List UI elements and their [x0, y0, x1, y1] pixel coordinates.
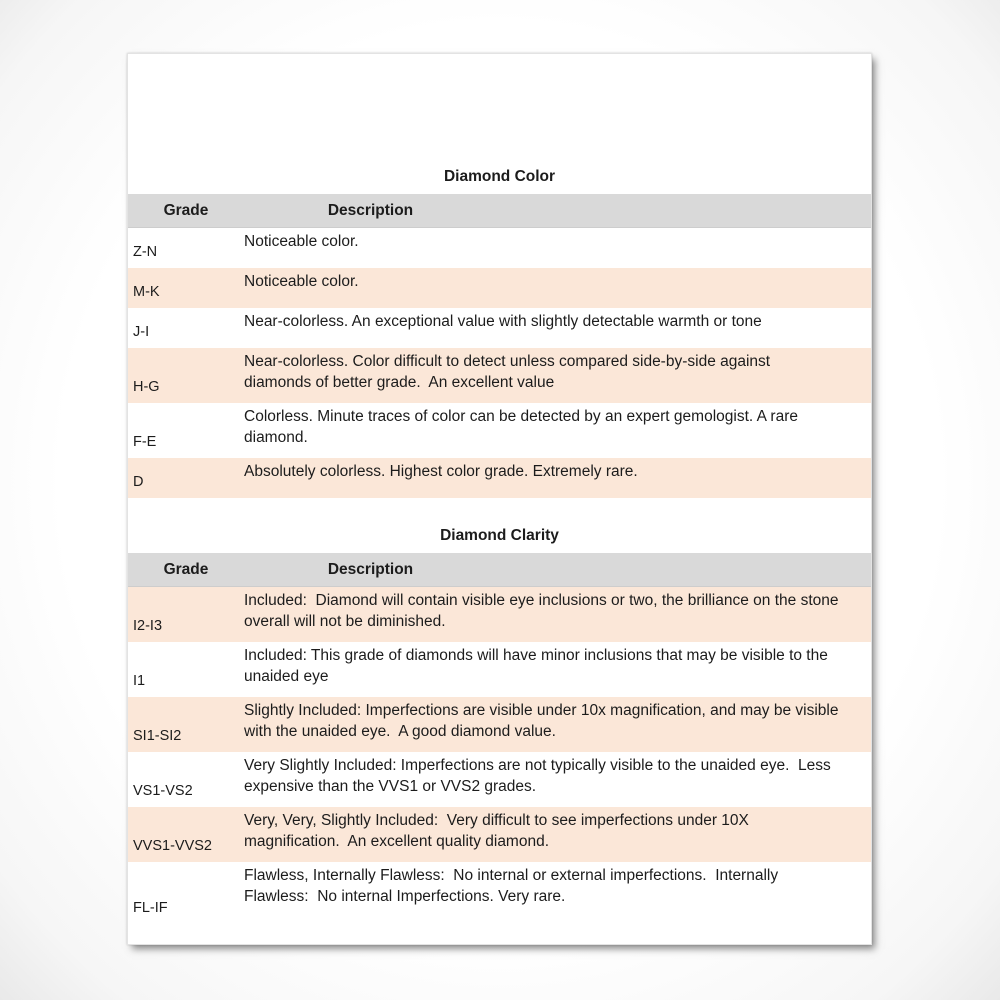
description-cell: Noticeable color.: [244, 233, 359, 250]
grade-cell: F-E: [133, 434, 157, 450]
description-cell: Included: Diamond will contain visible eye inclusions or two, the brilliance on the stone overall will not be diminished.: [244, 592, 843, 630]
table-header-row: [128, 553, 871, 587]
table-row: [128, 403, 871, 458]
description-cell: Noticeable color.: [244, 273, 359, 290]
table-row: [128, 642, 871, 697]
description-cell: Colorless. Minute traces of color can be detected by an expert gemologist. A rare diamond.: [244, 408, 803, 446]
column-header-description: Description: [327, 201, 414, 219]
table-title-diamond-color: Diamond Color: [443, 168, 556, 185]
table-row: [128, 587, 871, 642]
description-cell: Near-colorless. Color difficult to detect unless compared side-by-side against diamonds of better grade. An excellent value: [244, 353, 775, 391]
table-row: [128, 348, 871, 403]
grade-cell: VVS1-VVS2: [133, 838, 212, 854]
table-row: [128, 807, 871, 862]
table-row: [128, 458, 871, 498]
grade-cell: I2-I3: [133, 618, 163, 634]
grade-cell: VS1-VS2: [133, 783, 193, 799]
column-header-grade: Grade: [163, 560, 209, 578]
table-row: [128, 752, 871, 807]
grade-cell: H-G: [133, 379, 160, 395]
table-header-row: [128, 194, 871, 228]
table-row: [128, 228, 871, 268]
description-cell: Absolutely colorless. Highest color grade. Extremely rare.: [244, 463, 638, 480]
description-cell: Very Slightly Included: Imperfections are not typically visible to the unaided eye. Less expensive than the VVS1 or VVS2 grades.: [244, 757, 836, 795]
table-body: [128, 587, 871, 924]
document-page: [127, 53, 872, 945]
grade-cell: I1: [133, 673, 146, 689]
description-cell: Slightly Included: Imperfections are visible under 10x magnification, and may be visible with the unaided eye. A good diamond value.: [244, 702, 843, 740]
grade-cell: FL-IF: [133, 900, 168, 916]
diamond-clarity-table: [128, 525, 871, 924]
table-row: [128, 862, 871, 924]
table-body: [128, 228, 871, 498]
column-header-grade: Grade: [163, 201, 209, 219]
description-cell: Flawless, Internally Flawless: No internal or external imperfections. Internally Flawless: No internal Imperfections. Very rare.: [244, 867, 783, 905]
grade-cell: M-K: [133, 284, 160, 300]
description-cell: Near-colorless. An exceptional value with slightly detectable warmth or tone: [244, 313, 762, 330]
table-row: [128, 268, 871, 308]
diamond-color-table: [128, 166, 871, 498]
table-row: [128, 697, 871, 752]
column-header-description: Description: [327, 560, 414, 578]
table-title-diamond-clarity: Diamond Clarity: [440, 527, 559, 544]
grade-cell: Z-N: [133, 244, 158, 260]
description-cell: Very, Very, Slightly Included: Very difficult to see imperfections under 10X magnification. An excellent quality diamond.: [244, 812, 754, 850]
grade-cell: SI1-SI2: [133, 728, 182, 744]
grade-cell: D: [133, 474, 144, 490]
description-cell: Included: This grade of diamonds will have minor inclusions that may be visible to the unaided eye: [244, 647, 833, 685]
grade-cell: J-I: [133, 324, 150, 340]
table-row: [128, 308, 871, 348]
